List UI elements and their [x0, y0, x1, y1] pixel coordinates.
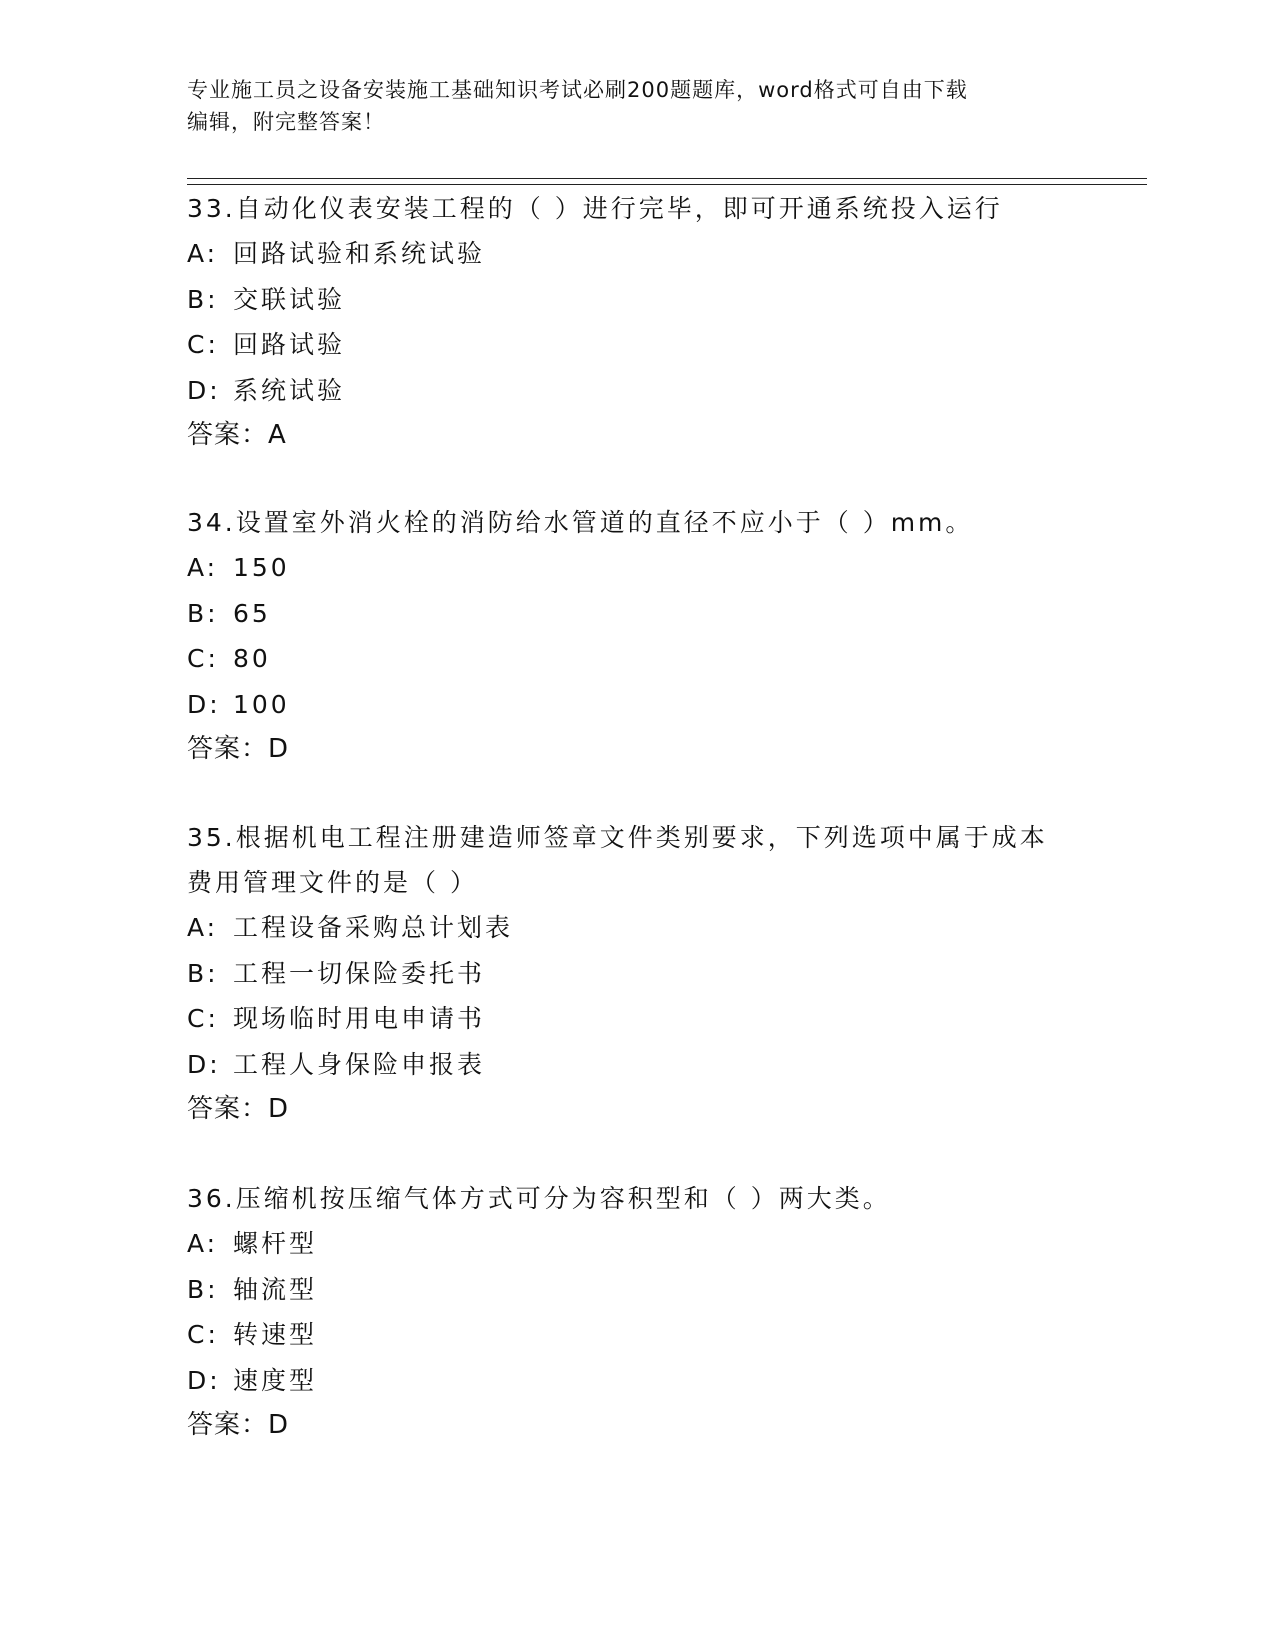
- option-label: D:: [187, 375, 221, 405]
- option-text: 轴流型: [233, 1274, 318, 1304]
- option-text: 回路试验: [233, 330, 346, 359]
- header-divider-bottom: [187, 184, 1147, 185]
- option-b: [187, 591, 1107, 637]
- option-text: 工程人身保险申报表: [233, 1049, 486, 1079]
- question-stem: 34.设置室外消火栓的消防给水管道的直径不应小于（ ）mm。: [187, 508, 974, 537]
- document-header: 专业施工员之设备安装施工基础知识考试必刷200题题库，word格式可自由下载 编辑，附完整答案！: [187, 78, 968, 134]
- option-d: [187, 368, 1107, 414]
- option-c: [187, 996, 1107, 1042]
- question-35: [187, 815, 1107, 1132]
- option-text: 转速型: [233, 1320, 318, 1349]
- option-label: A:: [187, 553, 219, 582]
- option-a: [187, 1221, 1107, 1267]
- option-label: C:: [187, 1004, 219, 1033]
- option-text: 工程设备采购总计划表: [233, 913, 514, 942]
- option-label: A:: [187, 239, 219, 268]
- question-33: [187, 186, 1107, 458]
- answer-line: 答案：D: [187, 734, 290, 764]
- option-c: [187, 1312, 1107, 1358]
- option-label: B:: [187, 284, 219, 314]
- option-text: 100: [233, 689, 290, 719]
- option-label: D:: [187, 1049, 221, 1079]
- option-text: 交联试验: [233, 284, 346, 314]
- question-stem: 33.自动化仪表安装工程的（ ）进行完毕，即可开通系统投入运行: [187, 194, 1003, 223]
- option-text: 65: [233, 598, 271, 628]
- option-text: 现场临时用电申请书: [233, 1004, 486, 1033]
- question-stem: 36.压缩机按压缩气体方式可分为容积型和（ ）两大类。: [187, 1184, 891, 1213]
- option-b: [187, 277, 1107, 323]
- option-text: 工程一切保险委托书: [233, 958, 486, 988]
- option-b: [187, 1267, 1107, 1313]
- option-a: [187, 905, 1107, 951]
- option-c: [187, 322, 1107, 368]
- option-label: C:: [187, 330, 219, 359]
- option-text: 螺杆型: [233, 1229, 318, 1258]
- answer-line: 答案：A: [187, 420, 287, 450]
- option-label: B:: [187, 1274, 219, 1304]
- option-label: A:: [187, 913, 219, 942]
- option-label: B:: [187, 958, 219, 988]
- option-a: [187, 545, 1107, 591]
- answer-line: 答案：D: [187, 1094, 290, 1124]
- question-stem: 35.根据机电工程注册建造师签章文件类别要求，下列选项中属于成本费用管理文件的是（ ）: [187, 823, 1048, 897]
- option-d: [187, 1358, 1107, 1404]
- question-36: [187, 1176, 1107, 1448]
- option-text: 系统试验: [233, 375, 346, 405]
- option-label: D:: [187, 689, 221, 719]
- header-divider-top: [187, 178, 1147, 179]
- answer-line: 答案：D: [187, 1410, 290, 1440]
- option-label: C:: [187, 1320, 219, 1349]
- option-a: [187, 231, 1107, 277]
- option-text: 150: [233, 553, 290, 582]
- option-d: [187, 1042, 1107, 1088]
- option-text: 80: [233, 644, 271, 673]
- option-label: A:: [187, 1229, 219, 1258]
- question-34: [187, 500, 1107, 772]
- option-label: B:: [187, 598, 219, 628]
- option-c: [187, 636, 1107, 682]
- option-label: C:: [187, 644, 219, 673]
- option-b: [187, 951, 1107, 997]
- option-text: 回路试验和系统试验: [233, 239, 486, 268]
- option-label: D:: [187, 1365, 221, 1395]
- option-text: 速度型: [233, 1365, 318, 1395]
- option-d: [187, 682, 1107, 728]
